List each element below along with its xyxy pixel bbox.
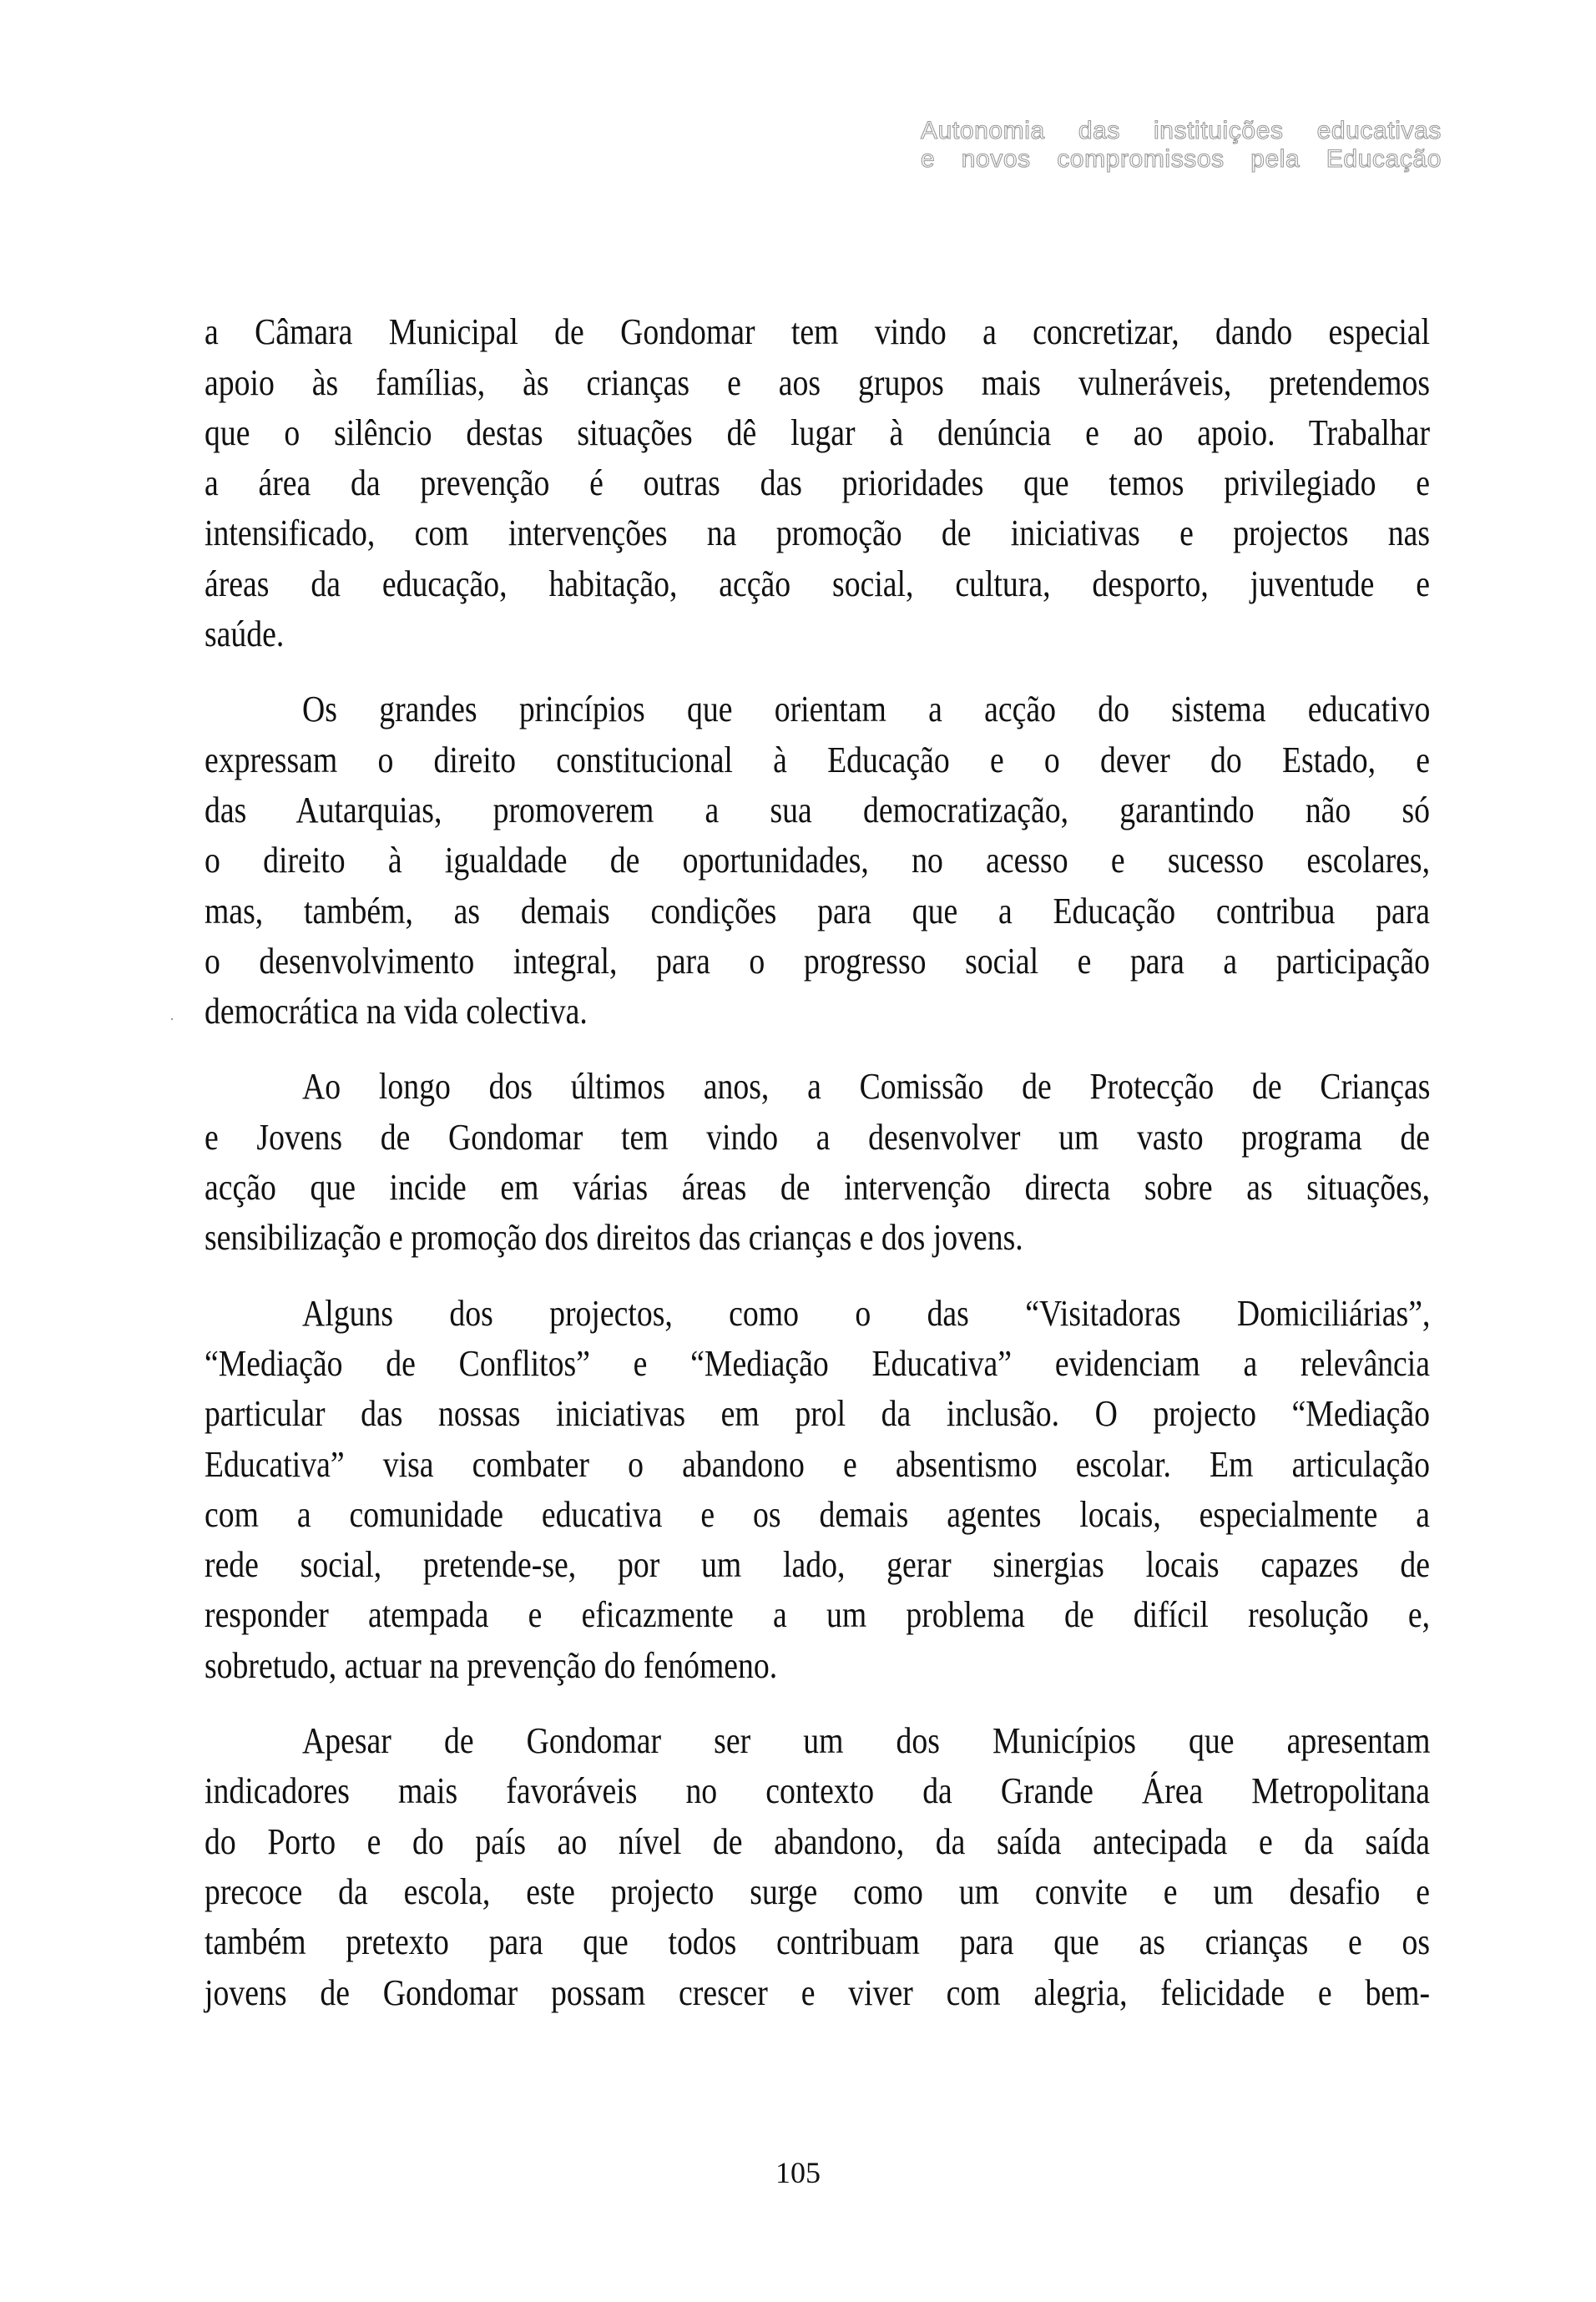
paragraph-4	[205, 1291, 1430, 1694]
page-number: 105	[775, 2156, 821, 2189]
scan-speck	[171, 1018, 173, 1020]
paragraph-1	[205, 310, 1430, 663]
text-line: democrática na vida colectiva.	[205, 991, 588, 1032]
text-line: Apesar de Gondomar ser um dos Municípios que apresentam	[302, 1720, 1431, 1762]
text-line: particular das nossas iniciativas em prol da inclusão. O projecto “Mediação	[205, 1393, 1431, 1435]
text-line: e Jovens de Gondomar tem vindo a desenvolver um vasto programa de	[205, 1116, 1431, 1158]
text-line: a Câmara Municipal de Gondomar tem vindo a concretizar, dando especial	[205, 311, 1431, 353]
text-line: sobretudo, actuar na prevenção do fenómeno.	[205, 1644, 778, 1686]
text-line: indicadores mais favoráveis no contexto da Grande Área Metropolitana	[205, 1770, 1431, 1812]
text-line: precoce da escola, este projecto surge como um convite e um desafio e	[205, 1870, 1431, 1912]
text-line: que o silêncio destas situações dê lugar à denúncia e ao apoio. Trabalhar	[205, 411, 1431, 453]
text-line: jovens de Gondomar possam crescer e viver com alegria, felicidade e bem-	[205, 1971, 1431, 2013]
body-text	[205, 310, 1430, 2047]
text-line: acção que incide em várias áreas de intervenção directa sobre as situações,	[205, 1167, 1431, 1209]
text-line: intensificado, com intervenções na promoção de iniciativas e projectos nas	[205, 512, 1431, 554]
text-line: Ao longo dos últimos anos, a Comissão de Protecção de Crianças	[302, 1066, 1431, 1108]
text-line: sensibilização e promoção dos direitos das crianças e dos jovens.	[205, 1217, 1023, 1259]
text-line: “Mediação de Conflitos” e “Mediação Educativa” evidenciam a relevância	[205, 1342, 1431, 1384]
text-line: apoio às famílias, às crianças e aos grupos mais vulneráveis, pretendemos	[205, 361, 1431, 403]
running-header	[921, 117, 1442, 174]
text-line: Os grandes princípios que orientam a acção do sistema educativo	[302, 689, 1431, 730]
text-line: Educativa” visa combater o abandono e absentismo escolar. Em articulação	[205, 1443, 1431, 1485]
text-line: saúde.	[205, 613, 285, 655]
paragraph-5	[205, 1719, 1430, 2022]
text-line: das Autarquias, promoverem a sua democratização, garantindo não só	[205, 789, 1431, 830]
running-header-line-1: Autonomia das instituições educativas	[921, 117, 1442, 144]
text-line: mas, também, as demais condições para que a Educação contribua para	[205, 890, 1431, 931]
text-line: a área da prevenção é outras das prioridades que temos privilegiado e	[205, 462, 1431, 504]
text-line: o desenvolvimento integral, para o progresso social e para a participação	[205, 940, 1431, 982]
text-line: Alguns dos projectos, como o das “Visitadoras Domiciliárias”,	[302, 1292, 1431, 1334]
text-line: responder atempada e eficazmente a um problema de difícil resolução e,	[205, 1594, 1431, 1636]
running-header-line-2: e novos compromissos pela Educação	[921, 145, 1442, 173]
text-line: do Porto e do país ao nível de abandono, da saída antecipada e da saída	[205, 1820, 1431, 1862]
paragraph-3	[205, 1065, 1430, 1266]
text-line: áreas da educação, habitação, acção social, cultura, desporto, juventude e	[205, 563, 1431, 604]
text-line: o direito à igualdade de oportunidades, no acesso e sucesso escolares,	[205, 840, 1431, 881]
text-line: rede social, pretende-se, por um lado, gerar sinergias locais capazes de	[205, 1544, 1431, 1586]
text-line: também pretexto para que todos contribuam para que as crianças e os	[205, 1921, 1431, 1963]
text-line: com a comunidade educativa e os demais agentes locais, especialmente a	[205, 1493, 1431, 1535]
paragraph-2	[205, 688, 1430, 1040]
text-line: expressam o direito constitucional à Educação e o dever do Estado, e	[205, 739, 1431, 780]
